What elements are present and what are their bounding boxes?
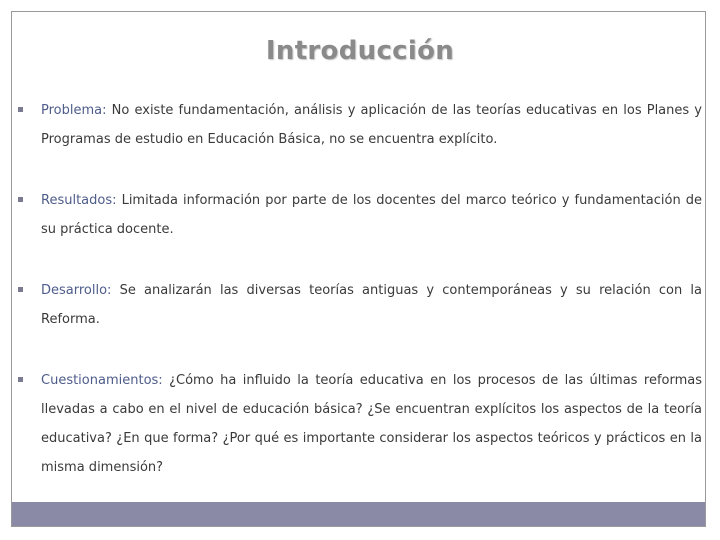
bullet-text: ¿Cómo ha influido la teoría educativa en los procesos de las últimas reformas llevadas a cabo en el nivel de educación básica? ¿Se encuentran explícitos los aspectos de la teoría educativa? ¿En que forma? ¿Por qué es importante considerar los aspectos teóricos y prácticos en la misma dimensión? [41,373,702,475]
bullet-text: Se analizarán las diversas teorías antiguas y contemporáneas y su relación con la Reforma. [41,283,702,327]
bullet-text: Limitada información por parte de los docentes del marco teórico y fundamentación de su práctica docente. [41,193,702,237]
bullet-label: Resultados: [41,193,117,208]
bullet-list [18,96,702,482]
bullet-item-cuestionamientos [18,366,702,482]
bullet-text: No existe fundamentación, análisis y aplicación de las teorías educativas en los Planes y Programas de estudio en Educación Básica, no se encuentra explícito. [41,103,702,147]
bullet-item-resultados [18,186,702,244]
bullet-item-problema [18,96,702,154]
bullet-label: Desarrollo: [41,283,112,298]
square-bullet-icon [18,197,23,202]
square-bullet-icon [18,377,23,382]
bullet-label: Cuestionamientos: [41,373,163,388]
bullet-label: Problema: [41,103,107,118]
slide-title: Introducción [265,36,455,66]
square-bullet-icon [18,287,23,292]
footer-bar [12,502,705,526]
square-bullet-icon [18,107,23,112]
bullet-item-desarrollo [18,276,702,334]
